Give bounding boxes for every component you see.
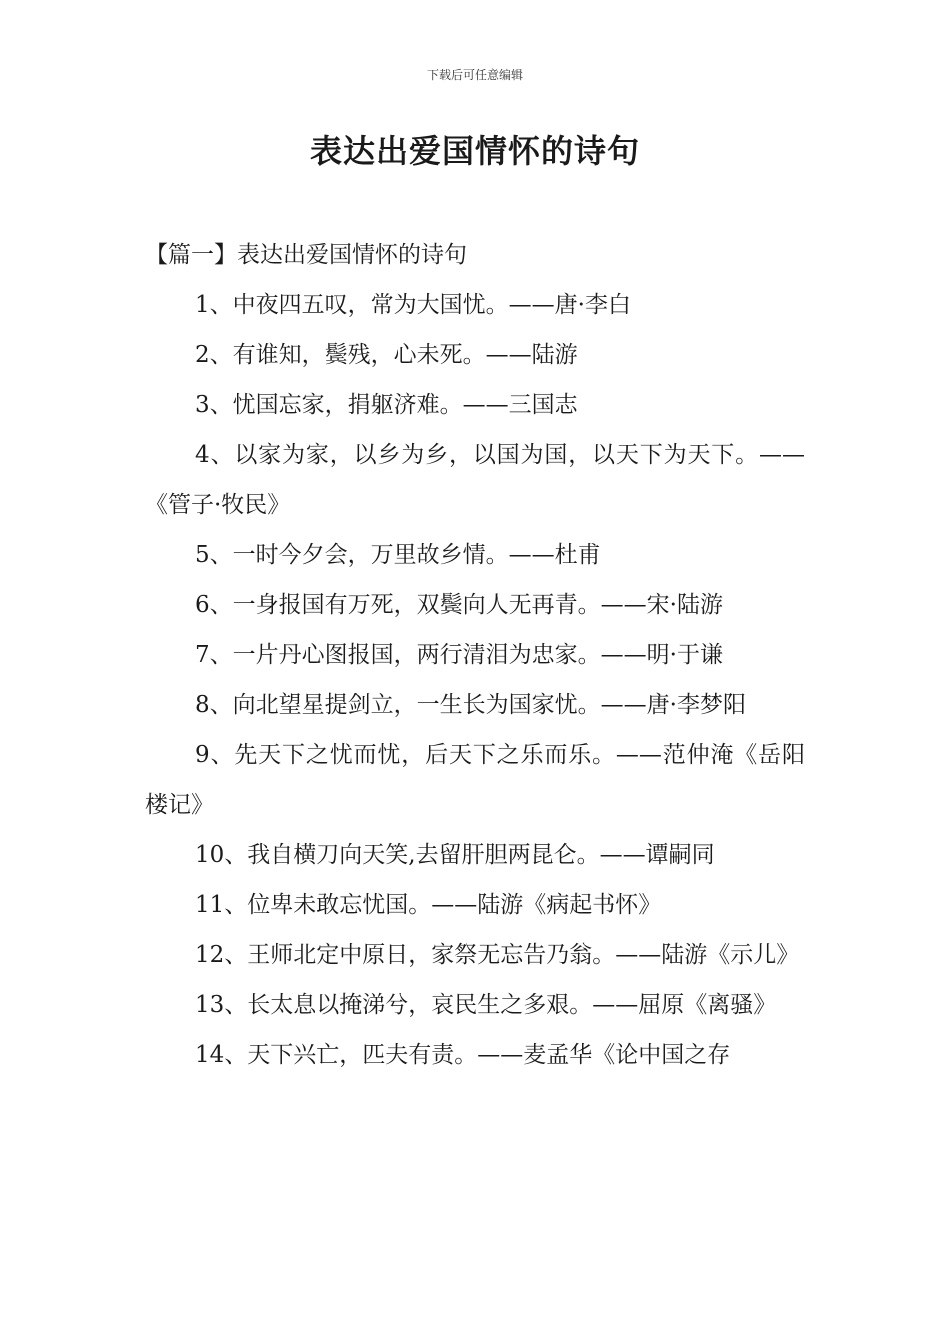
list-item: 1、中夜四五叹，常为大国忧。——唐·李白 bbox=[195, 292, 631, 318]
list-item: 14、天下兴亡，匹夫有责。——麦孟华《论中国之存 bbox=[195, 1042, 731, 1068]
section-heading: 【篇一】表达出爱国情怀的诗句 bbox=[145, 242, 467, 268]
list-item: 8、向北望星提剑立，一生长为国家忧。——唐·李梦阳 bbox=[195, 692, 746, 718]
list-item: 10、我自横刀向天笑,去留肝胆两昆仑。——谭嗣同 bbox=[195, 842, 715, 868]
list-item: 11、位卑未敢忘忧国。——陆游《病起书怀》 bbox=[195, 892, 662, 918]
header-note: 下载后可任意编辑 bbox=[426, 68, 523, 82]
poem-list bbox=[145, 280, 805, 1080]
list-item: 5、一时今夕会，万里故乡情。——杜甫 bbox=[195, 542, 601, 568]
list-item: 12、王师北定中原日，家祭无忘告乃翁。——陆游《示儿》 bbox=[195, 942, 800, 968]
page-title: 表达出爱国情怀的诗句 bbox=[309, 132, 640, 170]
list-item: 4、以家为家，以乡为乡，以国为国，以天下为天下。——《管子·牧民》 bbox=[145, 442, 805, 518]
list-item: 7、一片丹心图报国，两行清泪为忠家。——明·于谦 bbox=[195, 642, 723, 668]
list-item: 13、长太息以掩涕兮，哀民生之多艰。——屈原《离骚》 bbox=[195, 992, 777, 1018]
document-body bbox=[145, 230, 805, 1080]
list-item: 2、有谁知，鬓残，心未死。——陆游 bbox=[195, 342, 578, 368]
list-item: 3、忧国忘家，捐躯济难。——三国志 bbox=[195, 392, 578, 418]
list-item: 9、先天下之忧而忧，后天下之乐而乐。——范仲淹《岳阳楼记》 bbox=[145, 742, 805, 818]
list-item: 6、一身报国有万死，双鬓向人无再青。——宋·陆游 bbox=[195, 592, 723, 618]
